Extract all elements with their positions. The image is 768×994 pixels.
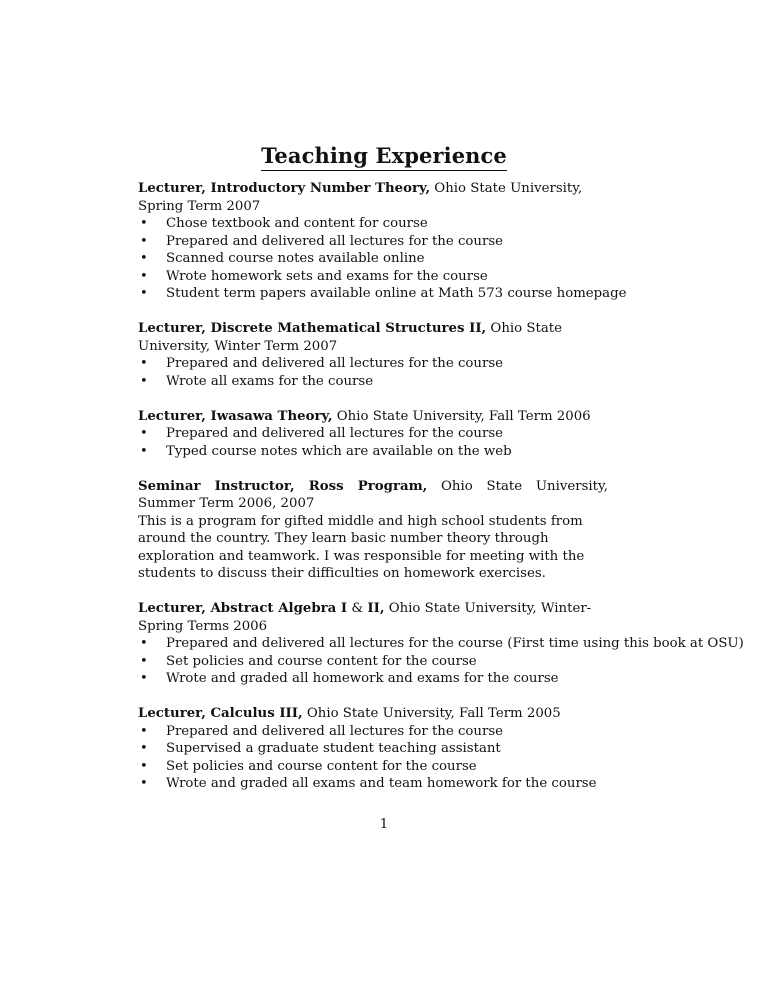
list-item-text: Wrote homework sets and exams for the course	[166, 268, 488, 284]
list-item	[138, 233, 738, 251]
entry-introductory-number-theory	[138, 180, 738, 303]
entry-calculus-iii	[138, 705, 738, 793]
list-item	[138, 285, 738, 303]
entry-discrete-mathematical-structures	[138, 320, 738, 390]
bullet-icon: •	[140, 216, 148, 231]
entry-details: Ohio State University, Winter Term 2007	[138, 321, 562, 354]
list-item-text: Typed course notes which are available on the web	[166, 443, 512, 459]
entry-details: Ohio State University, Fall Term 2006	[332, 408, 591, 424]
page-title: Teaching Experience	[261, 143, 507, 171]
list-item-text: Set policies and course content for the course	[166, 653, 477, 669]
entry-title: Lecturer, Discrete Mathematical Structures II,	[138, 321, 487, 336]
list-item	[138, 215, 738, 233]
list-item-text: Prepared and delivered all lectures for the course (First time using this book at OSU)	[166, 636, 744, 651]
entry-title: Seminar Instructor, Ross Program,	[138, 478, 428, 494]
bullet-icon: •	[140, 653, 148, 669]
bullet-icon: •	[140, 286, 148, 301]
entry-title: Lecturer, Iwasawa Theory,	[138, 408, 333, 424]
list-item-text: Supervised a graduate student teaching assistant	[166, 741, 501, 756]
list-item-text: Wrote and graded all exams and team homework for the course	[166, 776, 597, 791]
entry-title-part: Lecturer, Abstract Algebra I	[138, 601, 348, 616]
list-item-text: Prepared and delivered all lectures for the course	[166, 356, 504, 371]
entry-heading	[138, 408, 608, 426]
list-item-text: Prepared and delivered all lectures for the course	[166, 723, 504, 739]
list-item	[138, 635, 744, 653]
list-item-text: Scanned course notes available online	[166, 251, 425, 266]
list-item-text: Chose textbook and content for course	[166, 216, 428, 231]
bullet-icon: •	[140, 251, 148, 266]
entry-details: Ohio State University, Fall Term 2005	[302, 706, 561, 721]
bullet-list	[138, 425, 738, 460]
entry-title-part: II,	[367, 601, 385, 616]
list-item	[138, 250, 738, 268]
list-item	[138, 723, 738, 741]
entry-details: Ohio State University, Winter-Spring Terms 2006	[138, 601, 592, 634]
entry-abstract-algebra	[138, 600, 744, 688]
bullet-icon: •	[140, 776, 148, 791]
list-item-text: Student term papers available online at Math 573 course homepage	[166, 286, 627, 301]
entry-title-ampersand: &	[347, 601, 368, 616]
bullet-icon: •	[140, 636, 148, 651]
teaching-entries	[138, 180, 744, 810]
bullet-icon: •	[140, 233, 148, 249]
entry-details: Ohio State University, Summer Term 2006, 2007	[138, 478, 608, 511]
entry-description: This is a program for gifted middle and high school students from around the country. They learn basic number theory through exploration and teamwork. I was responsible for meeting with the students to discuss their difficulties on homework exercises.	[138, 513, 585, 581]
bullet-icon: •	[140, 356, 148, 371]
bullet-icon: •	[140, 373, 148, 389]
entry-heading	[138, 180, 608, 215]
list-item-text: Wrote all exams for the course	[166, 373, 374, 389]
entry-title: Lecturer, Calculus III,	[138, 706, 303, 721]
list-item	[138, 653, 738, 671]
list-item-text: Set policies and course content for the course	[166, 758, 477, 774]
list-item	[138, 670, 738, 688]
bullet-icon: •	[140, 758, 148, 774]
list-item-text: Wrote and graded all homework and exams for the course	[166, 671, 559, 686]
list-item	[138, 355, 738, 373]
bullet-icon: •	[140, 426, 148, 441]
list-item	[138, 268, 738, 286]
bullet-list	[138, 635, 744, 688]
bullet-icon: •	[140, 741, 148, 756]
list-item	[138, 740, 738, 758]
list-item	[138, 443, 738, 461]
entry-heading	[138, 705, 608, 723]
entry-iwasawa-theory	[138, 408, 738, 461]
entry-ross-program	[138, 478, 738, 583]
bullet-icon: •	[140, 723, 148, 739]
bullet-icon: •	[140, 443, 148, 459]
entry-title: Lecturer, Introductory Number Theory,	[138, 181, 431, 196]
bullet-icon: •	[140, 268, 148, 284]
page-number: 1	[379, 817, 389, 832]
bullet-list	[138, 215, 738, 303]
list-item-text: Prepared and delivered all lectures for the course	[166, 233, 504, 249]
entry-heading	[138, 478, 608, 513]
entry-details: Ohio State University, Spring Term 2007	[138, 181, 583, 214]
bullet-list	[138, 355, 738, 390]
title-container	[0, 143, 768, 171]
list-item	[138, 373, 738, 391]
entry-heading	[138, 600, 608, 635]
list-item	[138, 425, 738, 443]
bullet-list	[138, 723, 738, 793]
list-item	[138, 775, 738, 793]
list-item	[138, 758, 738, 776]
entry-heading	[138, 320, 608, 355]
list-item-text: Prepared and delivered all lectures for the course	[166, 426, 504, 441]
bullet-icon: •	[140, 671, 148, 686]
